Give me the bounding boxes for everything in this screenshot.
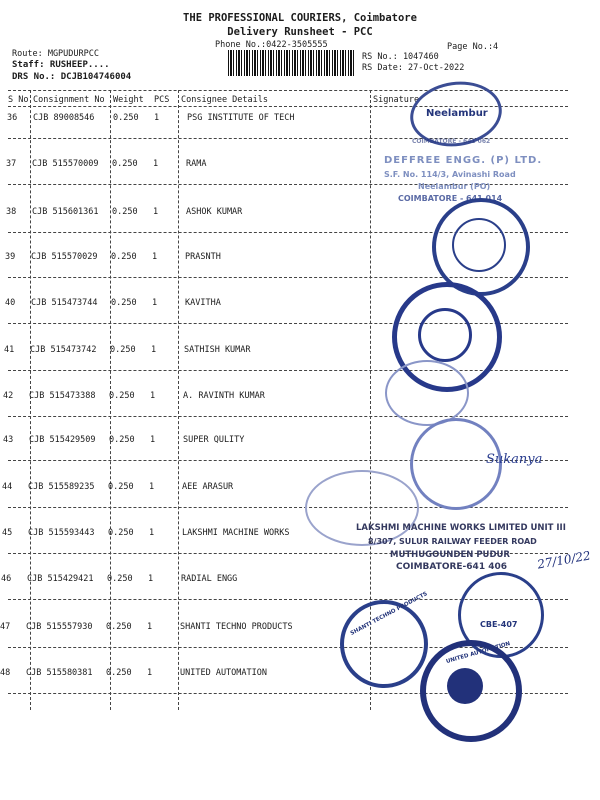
travels-private-stamp-inner bbox=[418, 308, 472, 362]
runsheet-title: Delivery Runsheet - PCC bbox=[227, 26, 373, 38]
row-divider bbox=[8, 507, 568, 508]
row-weight: 0.250 bbox=[111, 252, 137, 262]
row-pcs: 1 bbox=[149, 528, 155, 538]
barcode bbox=[228, 50, 356, 76]
row-weight: 0.250 bbox=[112, 159, 138, 169]
row-sno: 45 bbox=[2, 528, 13, 538]
deffree-stamp-line1: DEFFREE ENGG. (P) LTD. bbox=[384, 155, 543, 166]
row-consignee: SUPER QULITY bbox=[183, 435, 245, 445]
row-sno: 38 bbox=[6, 207, 17, 217]
row-consignee: SHANTI TECHNO PRODUCTS bbox=[180, 622, 293, 632]
row-consignee: PSG INSTITUTE OF TECH bbox=[187, 113, 295, 123]
row-sno: 46 bbox=[1, 574, 12, 584]
psg-stamp-city: COIMBATORE - 641 062 bbox=[412, 138, 491, 145]
row-weight: 0.250 bbox=[108, 482, 134, 492]
row-pcs: 1 bbox=[147, 622, 153, 632]
united-automation-stamp-text: UNITED AUTOMATION bbox=[445, 640, 512, 666]
row-weight: 0.250 bbox=[111, 298, 137, 308]
col-consignment: Consignment No bbox=[33, 95, 105, 105]
row-sno: 42 bbox=[3, 391, 14, 401]
phone-number: Phone No.:0422-3505555 bbox=[215, 40, 328, 50]
row-sno: 36 bbox=[7, 113, 18, 123]
psg-stamp-text: Neelambur bbox=[426, 108, 488, 119]
handwritten-signature: Sukanya bbox=[486, 452, 543, 467]
travels-stamp-inner bbox=[452, 218, 506, 272]
col-weight: Weight bbox=[113, 95, 144, 105]
row-consignee: ASHOK KUMAR bbox=[186, 207, 243, 217]
row-pcs: 1 bbox=[149, 482, 155, 492]
row-consignee: AEE ARASUR bbox=[182, 482, 234, 492]
row-consignee: PRASNTH bbox=[185, 252, 221, 262]
deffree-stamp-line3: Neelambur (PO) bbox=[418, 182, 491, 191]
row-consignee: KAVITHA bbox=[185, 298, 221, 308]
company-title: THE PROFESSIONAL COURIERS, Coimbatore bbox=[183, 12, 417, 24]
radial-stamp-text: CBE-407 bbox=[480, 620, 518, 629]
deffree-stamp-line4: COIMBATORE - 641 014 bbox=[398, 194, 503, 203]
deffree-stamp-line2: S.F. No. 114/3, Avinashi Road bbox=[384, 170, 516, 179]
row-pcs: 1 bbox=[150, 435, 156, 445]
row-consignee: LAKSHMI MACHINE WORKS bbox=[182, 528, 290, 538]
united-automation-seal bbox=[447, 668, 483, 704]
row-pcs: 1 bbox=[152, 252, 158, 262]
row-sno: 43 bbox=[3, 435, 14, 445]
row-weight: 0.250 bbox=[109, 391, 135, 401]
handwritten-date: 27/10/22 bbox=[536, 548, 592, 572]
row-pcs: 1 bbox=[153, 207, 159, 217]
rs-date: RS Date: 27-Oct-2022 bbox=[362, 63, 465, 73]
row-consignee: A. RAVINTH KUMAR bbox=[183, 391, 265, 401]
row-consignment: CJB 515570029 bbox=[31, 252, 98, 262]
lmw-stamp-line2: 8/307, SULUR RAILWAY FEEDER ROAD bbox=[368, 537, 537, 546]
row-weight: 0.250 bbox=[106, 668, 132, 678]
row-weight: 0.250 bbox=[106, 622, 132, 632]
row-consignment: CJB 515570009 bbox=[32, 159, 99, 169]
route-label: Route: MGPUDURPCC bbox=[12, 49, 99, 59]
col-signature: Signature bbox=[373, 95, 420, 105]
row-consignee: RAMA bbox=[186, 159, 207, 169]
row-sno: 37 bbox=[6, 159, 17, 169]
row-consignment: CJB 515429509 bbox=[29, 435, 96, 445]
row-consignment: CJB 515601361 bbox=[32, 207, 99, 217]
row-consignment: CJB 515593443 bbox=[28, 528, 95, 538]
shanti-stamp-text: SHANTI TECHNO PRODUCTS bbox=[349, 591, 429, 637]
rs-number: RS No.: 1047460 bbox=[362, 52, 439, 62]
row-weight: 0.250 bbox=[113, 113, 139, 123]
lmw-stamp-line1: LAKSHMI MACHINE WORKS LIMITED UNIT III bbox=[356, 523, 566, 533]
row-sno: 39 bbox=[5, 252, 16, 262]
row-sno: 44 bbox=[2, 482, 13, 492]
row-consignment: CJB 515473744 bbox=[31, 298, 98, 308]
row-sno: 41 bbox=[4, 345, 15, 355]
arasur-stamp bbox=[305, 470, 419, 546]
row-consignment: CJB 89008546 bbox=[33, 113, 95, 123]
lmw-stamp-line3: MUTHUGOUNDEN PUDUR bbox=[390, 550, 510, 560]
row-sno: 40 bbox=[5, 298, 16, 308]
lmw-stamp-line4: COIMBATORE-641 406 bbox=[396, 562, 507, 572]
row-sno: 48 bbox=[0, 668, 11, 678]
row-consignment: CJB 515473742 bbox=[30, 345, 97, 355]
row-pcs: 1 bbox=[150, 391, 156, 401]
row-pcs: 1 bbox=[148, 574, 154, 584]
row-weight: 0.250 bbox=[108, 528, 134, 538]
row-pcs: 1 bbox=[147, 668, 153, 678]
row-consignee: UNITED AUTOMATION bbox=[180, 668, 267, 678]
row-pcs: 1 bbox=[151, 345, 157, 355]
row-sno: 47 bbox=[0, 622, 11, 632]
row-weight: 0.250 bbox=[107, 574, 133, 584]
row-weight: 0.250 bbox=[109, 435, 135, 445]
row-pcs: 1 bbox=[152, 298, 158, 308]
row-consignee: SATHISH KUMAR bbox=[184, 345, 251, 355]
row-pcs: 1 bbox=[153, 159, 159, 169]
row-weight: 0.250 bbox=[112, 207, 138, 217]
drs-number: DRS No.: DCJB104746004 bbox=[12, 72, 132, 82]
row-consignment: CJB 515473388 bbox=[29, 391, 96, 401]
col-pcs: PCS bbox=[154, 95, 170, 105]
row-consignment: CJB 515557930 bbox=[26, 622, 93, 632]
staff-label: Staff: RUSHEEP.... bbox=[12, 60, 110, 70]
pvt-stamp bbox=[385, 360, 469, 426]
row-weight: 0.250 bbox=[110, 345, 136, 355]
row-divider bbox=[8, 416, 568, 417]
row-consignment: CJB 515429421 bbox=[27, 574, 94, 584]
col-sno: S No bbox=[8, 95, 29, 105]
row-pcs: 1 bbox=[154, 113, 160, 123]
col-consignee: Consignee Details bbox=[181, 95, 268, 105]
row-consignment: CJB 515589235 bbox=[28, 482, 95, 492]
row-consignment: CJB 515580381 bbox=[26, 668, 93, 678]
page-number: Page No.:4 bbox=[447, 42, 499, 52]
row-consignee: RADIAL ENGG bbox=[181, 574, 238, 584]
